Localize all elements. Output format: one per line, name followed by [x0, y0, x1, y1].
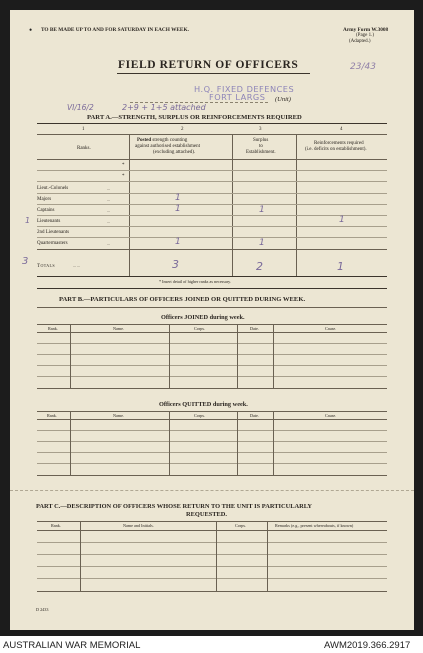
rank-dots: ... [107, 208, 111, 213]
part-c-row-rule [37, 554, 387, 555]
part-c-col-line [216, 521, 217, 591]
part-a-top-rule [37, 123, 387, 124]
reference-handwriting: 23/43 [350, 62, 376, 72]
totals-dots: ... ... [73, 263, 81, 268]
quitted-col-cause: Cause. [325, 413, 337, 418]
row-rule [37, 237, 387, 238]
joined-col-name: Name. [113, 326, 125, 331]
form-title: FIELD RETURN OF OFFICERS [118, 59, 299, 71]
unit-label: (Unit) [275, 96, 291, 103]
part-c-col-corps: Corps. [235, 523, 247, 528]
archive-footer [0, 636, 423, 653]
col-header-posted-line3: (excluding attached). [153, 150, 196, 155]
row-rule [37, 193, 387, 194]
part-a-col-line-3 [296, 134, 297, 276]
joined-col-cause: Cause. [325, 326, 337, 331]
quitted-row-rule [37, 441, 387, 442]
reinf-value: 1 [339, 215, 345, 225]
rank-dots: ... [107, 219, 111, 224]
surplus-value: 1 [259, 238, 265, 248]
part-b-heading: PART B.—PARTICULARS OF OFFICERS JOINED OR QUITTED DURING WEEK. [59, 296, 306, 303]
col-header-surplus-line1: Surplus [253, 138, 269, 143]
part-a-col-line-1 [129, 134, 130, 276]
col-header-reinf-line1: Reinforcements required [314, 141, 364, 146]
rank-label: Lieutenants [37, 219, 61, 224]
quitted-col-name: Name. [113, 413, 125, 418]
joined-col-rank: Rank. [48, 326, 58, 331]
totals-posted: 3 [172, 258, 179, 271]
part-a-heading: PART A.—STRENGTH, SURPLUS OR REINFORCEMENTS REQUIRED [87, 114, 302, 121]
col-header-posted-line2: against authorised establishment [135, 144, 200, 149]
row-rule-before-totals [37, 249, 387, 250]
quitted-header-rule [37, 419, 387, 420]
col-header-reinf-line2: (i.e. deficits on establishment). [305, 147, 367, 152]
rank-label: Captains [37, 208, 55, 213]
quitted-col-line [237, 411, 238, 475]
part-c-heading-line1: PART C.—DESCRIPTION OF OFFICERS WHOSE RETURN TO THE UNIT IS PARTICULARLY [36, 503, 313, 510]
part-c-col-line [80, 521, 81, 591]
surplus-value: 1 [259, 205, 265, 215]
col-num-3: 3 [259, 127, 262, 132]
joined-heading: Officers JOINED during week. [161, 314, 245, 321]
totals-reinf: 1 [337, 260, 344, 273]
part-a-footnote: * Insert detail of higher ranks as necessary. [159, 279, 232, 284]
header-note: TO BE MADE UP TO AND FOR SATURDAY IN EACH WEEK. [41, 27, 189, 33]
rank-dots: ... [107, 186, 111, 191]
posted-value: 1 [175, 204, 181, 214]
joined-col-line [70, 324, 71, 388]
joined-header-rule [37, 332, 387, 333]
col-num-rule [37, 134, 387, 135]
joined-row-rule [37, 354, 387, 355]
row-rule-star2 [37, 181, 387, 182]
form-number: Army Form W.3008 [343, 27, 389, 33]
row-rule-star1 [37, 170, 387, 171]
part-c-bottom-rule [37, 591, 387, 592]
part-c-col-remarks: Remarks (e.g., present whereabouts, if known) [275, 523, 354, 528]
totals-margin-value: 3 [22, 256, 29, 267]
part-c-row-rule [37, 542, 387, 543]
rank-label: Lieut.-Colonels [37, 186, 69, 191]
quitted-col-line [273, 411, 274, 475]
corner-mark: • [29, 25, 33, 35]
form-adapted: (Adapted.) [349, 39, 371, 44]
rank-label: 2nd Lieutenants [37, 230, 70, 235]
attached-handwriting: 2+9 + 1+5 attached [122, 103, 206, 112]
row-rule [37, 204, 387, 205]
rank-dots: ... [107, 197, 111, 202]
form-code: D 2433 [36, 607, 49, 612]
rank-dots: ... [107, 241, 111, 246]
joined-col-corps: Corps. [194, 326, 206, 331]
joined-row-rule [37, 365, 387, 366]
rank-label: Majors [37, 197, 52, 202]
col-header-surplus-line3: Establishment. [246, 150, 276, 155]
part-b-top-rule [37, 288, 387, 289]
joined-col-date: Date. [250, 326, 259, 331]
joined-row-rule [37, 376, 387, 377]
posted-value: 1 [175, 237, 181, 247]
part-a-col-line-2 [232, 134, 233, 276]
quitted-bottom-rule [37, 475, 387, 476]
part-a-header-rule [37, 159, 387, 160]
part-b-heading-rule [37, 307, 387, 308]
quitted-col-corps: Corps. [194, 413, 206, 418]
col-num-2: 2 [181, 127, 184, 132]
footer-institution: AUSTRALIAN WAR MEMORIAL [3, 640, 141, 651]
quitted-col-rank: Rank. [47, 413, 57, 418]
joined-row-rule [37, 343, 387, 344]
quitted-col-date: Date. [250, 413, 259, 418]
part-c-col-line [267, 521, 268, 591]
margin-value: 1 [25, 216, 31, 225]
totals-label: Totals [37, 264, 56, 269]
row-rule [37, 215, 387, 216]
part-c-col-rank: Rank. [51, 523, 61, 528]
quitted-col-line [70, 411, 71, 475]
quitted-row-rule [37, 452, 387, 453]
star-row-1: * [122, 163, 125, 168]
col-header-rank: Ranks. [77, 146, 91, 151]
col-header-posted-bold: Posted [137, 138, 152, 143]
joined-bottom-rule [37, 388, 387, 389]
part-c-row-rule [37, 578, 387, 579]
joined-col-line [169, 324, 170, 388]
part-a-bottom-rule [37, 276, 387, 277]
joined-top-rule [37, 324, 387, 325]
form-page [10, 10, 414, 630]
col-num-1: 1 [82, 127, 85, 132]
rank-label: Quartermasters [37, 241, 68, 246]
col-num-4: 4 [340, 127, 343, 132]
quitted-heading: Officers QUITTED during week. [159, 401, 248, 408]
footer-accession: AWM2019.366.2917 [324, 640, 411, 651]
quitted-row-rule [37, 430, 387, 431]
row-rule [37, 226, 387, 227]
part-c-col-name: Name and Initials. [123, 523, 154, 528]
quitted-top-rule [37, 411, 387, 412]
fold-line [10, 490, 414, 491]
part-c-row-rule [37, 566, 387, 567]
quitted-col-line [169, 411, 170, 475]
col-header-surplus-line2: to [259, 144, 263, 149]
date-handwriting: VI/16/2 [67, 103, 94, 112]
part-c-top-rule [37, 521, 387, 522]
part-c-heading-line2: REQUESTED. [186, 511, 228, 518]
star-row-2: * [122, 174, 125, 179]
part-c-header-rule [37, 530, 387, 531]
col-header-posted-rest: strength counting [151, 138, 188, 143]
form-page-number: (Page 1.) [356, 33, 375, 38]
totals-surplus: 2 [256, 260, 263, 273]
joined-col-line [273, 324, 274, 388]
unit-stamp-line1: H.Q. FIXED DEFENCES [194, 84, 295, 94]
unit-stamp-line2: FORT LARGS [209, 92, 266, 102]
title-underline [117, 73, 310, 74]
col-header-posted [137, 138, 187, 143]
quitted-row-rule [37, 463, 387, 464]
posted-value: 1 [175, 193, 181, 203]
joined-col-line [237, 324, 238, 388]
